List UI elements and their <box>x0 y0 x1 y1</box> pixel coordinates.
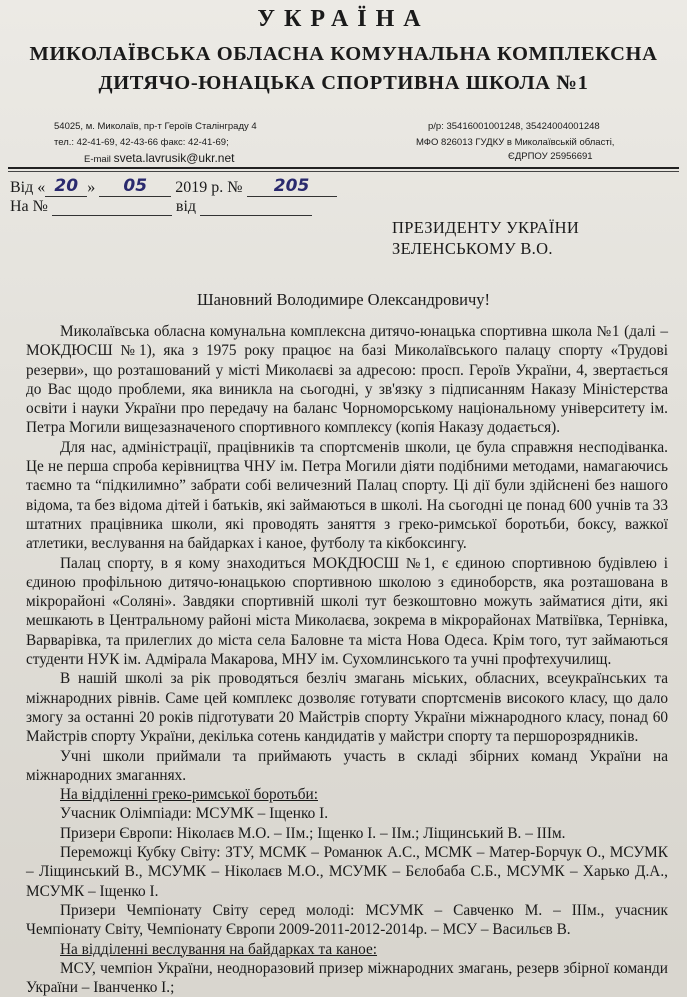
incoming-date-blank <box>200 201 312 216</box>
outgoing-month: 05 <box>123 176 148 196</box>
letterhead-edrpou: ЄДРПОУ 25956691 <box>508 151 593 162</box>
paragraph: Для нас, адміністрації, працівників та спортсменів школи, це була справжня несподіванка. Це не перша спроба керівництва ЧНУ ім. Петра Могили діяти подібними методами, намагаючись таємно та “підкилимно” забрати собі величезний Палац спорту. Ці дії були здійснені без нашого відома, та без відома дітей і батьків, які займаються в школі. На сьогодні це понад 600 учнів та 33 штатних працівника школи, які проводять заняття з греко-римської боротьби, боксу, важкої атлетики, веслування на байдарках і каное, футболу та кікбоксингу. <box>26 438 668 553</box>
paragraph: Учні школи приймали та приймають участь в складі збірних команд України на міжнародних змаганнях. <box>26 747 668 784</box>
header-divider <box>8 167 679 169</box>
from2-label: від <box>175 198 197 215</box>
list-item: Учасник Олімпіади: МСУМК – Іщенко І. <box>60 805 329 823</box>
letter-body <box>26 322 668 997</box>
letterhead-phones: тел.: 42-41-69, 42-43-66 факс: 42-41-69; <box>54 137 229 148</box>
incoming-ref-row <box>10 198 312 216</box>
paragraph: Миколаївська обласна комунальна комплексна дитячо-юнацька спортивна школа №1 (далі – МОКДЮСШ №1), яка з 1975 року працює на базі Миколаївського палацу спорту «Трудові резерви», що розташований у місті Миколаєві за адресою: просп. Героїв України, 4, звертається до Вас щодо проблеми, яка виникла на сьогодні, у зв'язку з підписанням Наказу Міністерства освіти і науки України про передачу на баланс Чорноморському національному університету ім. Петра Могили вищезазначеного спортивного комплексу (копія Наказу додається). <box>26 323 668 437</box>
header-divider-thin <box>8 171 679 172</box>
letterhead-address: 54025, м. Миколаїв, пр-т Героїв Сталінграду 4 <box>54 121 257 132</box>
list-item: Переможці Кубку Світу: ЗТУ, МСМК – Романюк А.С., МСМК – Матер-Борчук О., МСУМК – Ліщинський В., МСУМК – Ніколаєв М.О., МСУМК – Бєлобаба С.Б., МСУМК – Харько Д.А., МСУМК – Іщенко І. <box>26 844 668 900</box>
section-heading-wrestling: На відділенні греко-римської боротьби: <box>60 786 318 804</box>
outgoing-date-row <box>10 176 337 197</box>
list-item: МСУ, чемпіон України, неодноразовий призер міжнародних змагань, резерв збірної команди України – Іванченко І.; <box>26 959 668 997</box>
paragraph: Палац спорту, в я кому знаходиться МОКДЮСШ №1, є єдиною спортивною будівлею і єдиною профільною дитячо-юнацькою спортивною школою з єдиноборств, яка розташована в мікрорайоні «Соляні». Завдяки спортивній школі тут безкоштовно можуть займатися діти, які мешкають в Центральному районі міста Миколаєва, зокрема в мікрорайонах Матвіївка, Тернівка, Варварівка, та прилеглих до міста села Баловне та міста Нова Одеса. Крім того, тут займаються студенти НУК ім. Адмірала Макарова, МНУ ім. Сухомлинського та учні профтехучилищ. <box>26 554 668 669</box>
email-value: sveta.lavrusik@ukr.net <box>113 151 235 165</box>
list-item: Призери Європи: Ніколаєв М.О. – ІІм.; Іщенко І. – ІІм.; Ліщинський В. – ІІІм. <box>60 824 566 842</box>
list-item: Призери Чемпіонату Світу серед молоді: МСУМК – Савченко М. – ІІІм., учасник Чемпіонату Світу, Чемпіонату Європи 2009-2011-2012-2014р. – МСУ – Васильєв В. <box>26 901 668 939</box>
letterhead-email-row <box>84 151 234 165</box>
letterhead-line1: МИКОЛАЇВСЬКА ОБЛАСНА КОМУНАЛЬНА КОМПЛЕКСНА <box>29 43 658 65</box>
date-sep: » <box>87 179 96 196</box>
letterhead-country: УКРАЇНА <box>257 6 430 32</box>
outgoing-number: 205 <box>273 176 310 196</box>
email-label: E-mail <box>84 154 111 165</box>
outgoing-day: 20 <box>54 176 79 196</box>
section-heading-canoe: На відділенні веслування на байдарках та каное: <box>60 940 378 958</box>
letterhead-line2: ДИТЯЧО-ЮНАЦЬКА СПОРТИВНА ШКОЛА №1 <box>98 72 589 94</box>
letterhead-bank: МФО 826013 ГУДКУ в Миколаївській області, <box>416 137 615 148</box>
on-label: На № <box>10 198 48 215</box>
year-text: 2019 р. № <box>175 179 243 196</box>
greeting: Шановний Володимире Олександровичу! <box>196 290 490 309</box>
addressee-line2: ЗЕЛЕНСЬКОМУ В.О. <box>392 239 553 258</box>
incoming-number-blank <box>52 201 172 216</box>
paragraph: В нашій школі за рік проводяться безліч змагань міських, обласних, всеукраїнських та міжнародних рівнів. Саме цей комплекс дозволяє готувати спортсменів високого класу, що дало змогу за останні 20 років підготувати 20 Майстрів спорту України міжнародного класу, понад 60 Майстрів спорту України, декілька сотень кандидатів у майстри спорту та першорозрядників. <box>26 670 668 746</box>
addressee-line1: ПРЕЗИДЕНТУ УКРАЇНИ <box>392 218 580 237</box>
from-label: Від « <box>10 179 46 196</box>
letterhead-account: р/р: 35416001001248, 35424004001248 <box>428 121 600 132</box>
